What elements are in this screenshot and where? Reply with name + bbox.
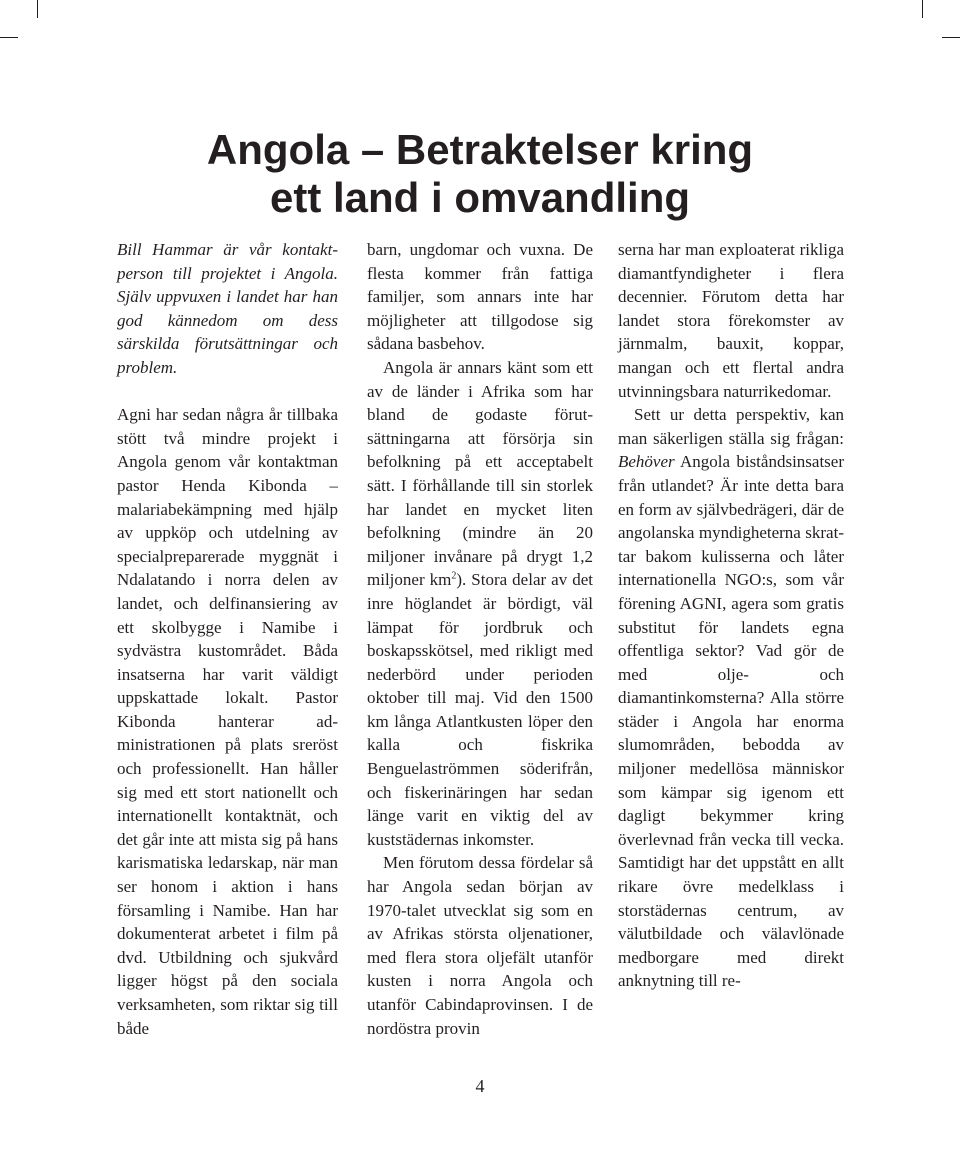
body-paragraph: Agni har sedan några år tillbaka stött två mindre projekt i Angola genom vår kontaktman pastor Henda Kibonda – malariabekämpning med hjälp av uppköp och utdelning av specialpreparerade myggnät i Ndalatando i norra delen av landet, och delfinansiering av ett skolbygge i Namibe i sydvästra kustområdet. Båda insatserna har varit väldigt uppskattade lokalt. Pastor Kibonda hanterar administrationen på plats sreröst och professionellt. Han håller sig med ett stort nationellt och internationellt kontaktnät, och det går inte att mista sig på hans karismatiska ledarskap, när man ser honom i aktion i hans församling i Namibe. Han har dokumenterat arbetet i film på dvd. Utbildning och sjukvård ligger högst på den sociala verksamheten, som riktar sig till både — [117, 405, 338, 1038]
crop-mark-top-left — [37, 0, 38, 18]
body-paragraph: Men förutom dessa fördelar så har Angola sedan början av 1970-talet utvecklat sig som en av Afrikas största oljenationer, med flera stora oljefält utanför kusten i norra Angola och utanför Cabindaprovinsen. I de nordöstra provin — [367, 853, 593, 1038]
intro-paragraph: Bill Hammar är vår kontaktperson till projektet i Angola. Själv uppvuxen i landet har han god kännedom om dess särskilda förutsättningar och problem. — [117, 240, 338, 377]
crop-mark-top-right — [922, 0, 923, 18]
body-paragraph: Angola är annars känt som ett av de länder i Afrika som har bland de godaste förutsättningarna att försörja sin befolkning på ett acceptabelt sätt. I förhållande till sin storlek har landet en mycket liten befolkning (mindre än 20 miljoner invånare på drygt 1,2 miljoner $km^2$). Stora delar av det inre höglandet är bördigt, väl lämpat för jordbruk och boskapsskötsel, med rikligt med nederbörd under perioden oktober till maj. Vid den 1500 km långa Atlantkusten löper den kalla och fiskrika Benguelaströmmen söderifrån, och fiskerinäringen har sedan länge varit en viktig del av kuststädernas inkomster. — [367, 357, 593, 849]
text-column-1 — [117, 238, 338, 1040]
title-line-2: ett land i omvandling — [269, 174, 691, 221]
article-title — [130, 126, 830, 222]
body-paragraph: Sett ur detta perspektiv, kan man säkerligen ställa sig frågan: Behöver Angola biståndsinsatser från utlandet? Är inte detta bara en form av självbedrägeri, där de angolanska myndigheterna skrattar bakom kulisserna och låter internationella NGO:s, som vår förening AGNI, agera som gratis substitut för landets egna offentliga sektor? Vad gör de med olje- och diamantinkomsterna? Alla större städer i Angola har enorma slumområden, bebodda av miljoner medellösa människor som kämpar sig igenom ett dagligt bekymmer kring överlevnad från vecka till vecka. Samtidigt har det uppstått en allt rikare övre medelklass i storstädernas centrum, av välutbildade och välavlönade medborgare med direkt anknytning till re- — [618, 405, 844, 991]
crop-mark-right — [942, 37, 960, 38]
crop-mark-left — [0, 37, 18, 38]
body-paragraph-continued: barn, ungdomar och vuxna. De flesta kommer från fattiga familjer, som annars inte har möjligheter att tillgodose sig sådana basbehov. — [367, 240, 593, 354]
superscript: 2 — [451, 570, 457, 582]
page-number: 4 — [475, 1076, 485, 1096]
text-column-3 — [618, 238, 844, 993]
title-line-1: Angola – Betraktelser kring — [206, 126, 754, 173]
body-paragraph-continued: serna har man exploaterat rikliga diamantfyndigheter i flera decennier. Förutom detta har landet stora förekomster av järnmalm, bauxit, koppar, mangan och ett flertal andra utvinningsbara naturrikedomar. — [618, 240, 844, 401]
text-column-2 — [367, 238, 593, 1040]
